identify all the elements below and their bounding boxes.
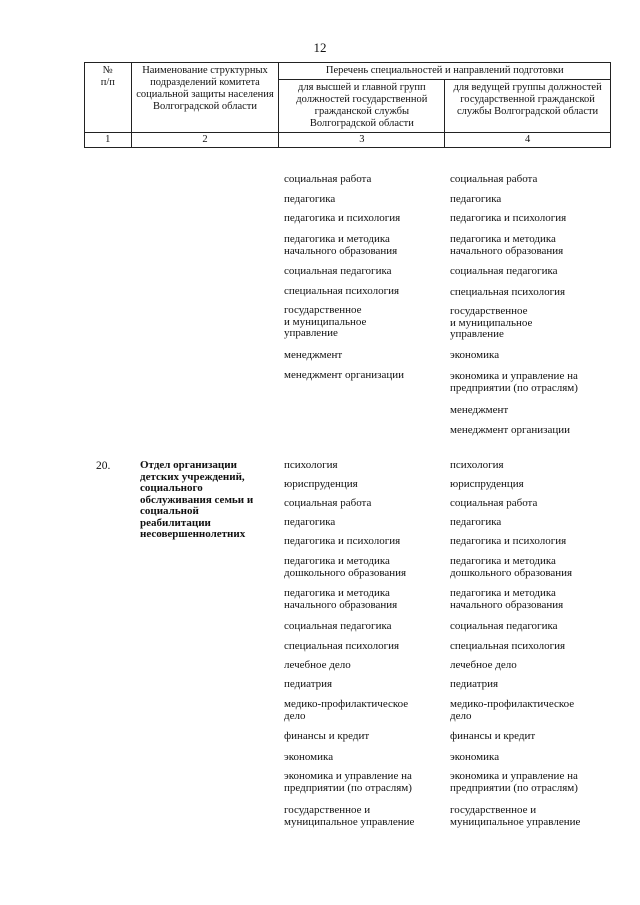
specialty-item: социальная педагогика xyxy=(450,265,558,277)
header-col-high: для высшей и главной групп должностей государственной гражданской службы Волгоградской области xyxy=(279,80,445,133)
header-col-name: Наименование структурных подразделений комитета социальной защиты населения Волгоградской области xyxy=(131,63,279,133)
header-col-list: Перечень специальностей и направлений подготовки xyxy=(279,63,611,80)
specialty-item: педиатрия xyxy=(284,678,333,690)
header-table xyxy=(84,62,611,148)
specialty-item: социальная педагогика xyxy=(450,620,558,632)
header-index-4: 4 xyxy=(445,133,611,148)
specialty-item: педагогика и методика начального образования xyxy=(450,233,564,257)
specialty-item: экономика xyxy=(450,349,500,361)
specialty-item: лечебное дело xyxy=(284,659,351,671)
specialty-item: специальная психология xyxy=(284,640,400,652)
specialty-item: педагогика и психология xyxy=(284,535,401,547)
specialty-item: педагогика и методика начального образования xyxy=(450,587,564,611)
header-col-num: № п/п xyxy=(85,63,132,133)
specialty-item: финансы и кредит xyxy=(284,730,370,742)
specialty-item: социальная работа xyxy=(284,173,372,185)
specialty-item: государственное и муниципальное управление xyxy=(284,304,367,339)
specialty-item: педиатрия xyxy=(450,678,499,690)
page-number: 12 xyxy=(313,40,327,55)
header-index-3: 3 xyxy=(279,133,445,148)
specialty-item: социальная педагогика xyxy=(284,265,392,277)
specialty-item: специальная психология xyxy=(284,285,400,297)
specialty-item: экономика и управление на предприятии (по отраслям) xyxy=(450,370,578,394)
header-index-2: 2 xyxy=(131,133,279,148)
header-col-lead: для ведущей группы должностей государственной гражданской службы Волгоградской области xyxy=(445,80,611,133)
specialty-item: педагогика xyxy=(284,193,336,205)
specialty-item: государственное и муниципальное управление xyxy=(450,305,533,340)
specialty-item: юриспруденция xyxy=(284,478,358,490)
specialty-item: экономика и управление на предприятии (по отраслям) xyxy=(450,770,578,794)
header-index-1: 1 xyxy=(85,133,132,148)
specialty-item: педагогика xyxy=(450,193,502,205)
specialty-item: специальная психология xyxy=(450,286,566,298)
specialty-item: педагогика и психология xyxy=(284,212,401,224)
specialty-item: лечебное дело xyxy=(450,659,517,671)
specialty-item: педагогика и методика начального образования xyxy=(284,587,398,611)
specialty-item: педагогика и методика дошкольного образования xyxy=(284,555,407,579)
specialty-item: менеджмент организации xyxy=(284,369,405,381)
specialty-item: экономика xyxy=(284,751,334,763)
specialty-item: педагогика и методика дошкольного образования xyxy=(450,555,573,579)
specialty-item: менеджмент организации xyxy=(450,424,571,436)
specialty-item: юриспруденция xyxy=(450,478,524,490)
specialty-item: педагогика и психология xyxy=(450,535,567,547)
department-name: Отдел организации детских учреждений, социального обслуживания семьи и социальной реабилитации несовершеннолетних xyxy=(140,459,254,540)
specialty-item: педагогика xyxy=(284,516,336,528)
specialty-item: педагогика и методика начального образования xyxy=(284,233,398,257)
specialty-item: социальная педагогика xyxy=(284,620,392,632)
specialty-item: менеджмент xyxy=(450,404,509,416)
specialty-item: финансы и кредит xyxy=(450,730,536,742)
specialty-item: социальная работа xyxy=(284,497,372,509)
specialty-item: социальная работа xyxy=(450,497,538,509)
specialty-item: психология xyxy=(284,459,338,471)
specialty-item: экономика и управление на предприятии (по отраслям) xyxy=(284,770,412,794)
specialty-item: психология xyxy=(450,459,504,471)
specialty-item: социальная работа xyxy=(450,173,538,185)
specialty-item: менеджмент xyxy=(284,349,343,361)
specialty-item: государственное и муниципальное управление xyxy=(284,804,415,828)
row-number: 20. xyxy=(96,460,111,472)
specialty-item: специальная психология xyxy=(450,640,566,652)
specialty-item: педагогика xyxy=(450,516,502,528)
specialty-item: медико-профилактическое дело xyxy=(450,698,575,722)
specialty-item: педагогика и психология xyxy=(450,212,567,224)
specialty-item: медико-профилактическое дело xyxy=(284,698,409,722)
specialty-item: государственное и муниципальное управление xyxy=(450,804,581,828)
specialty-item: экономика xyxy=(450,751,500,763)
